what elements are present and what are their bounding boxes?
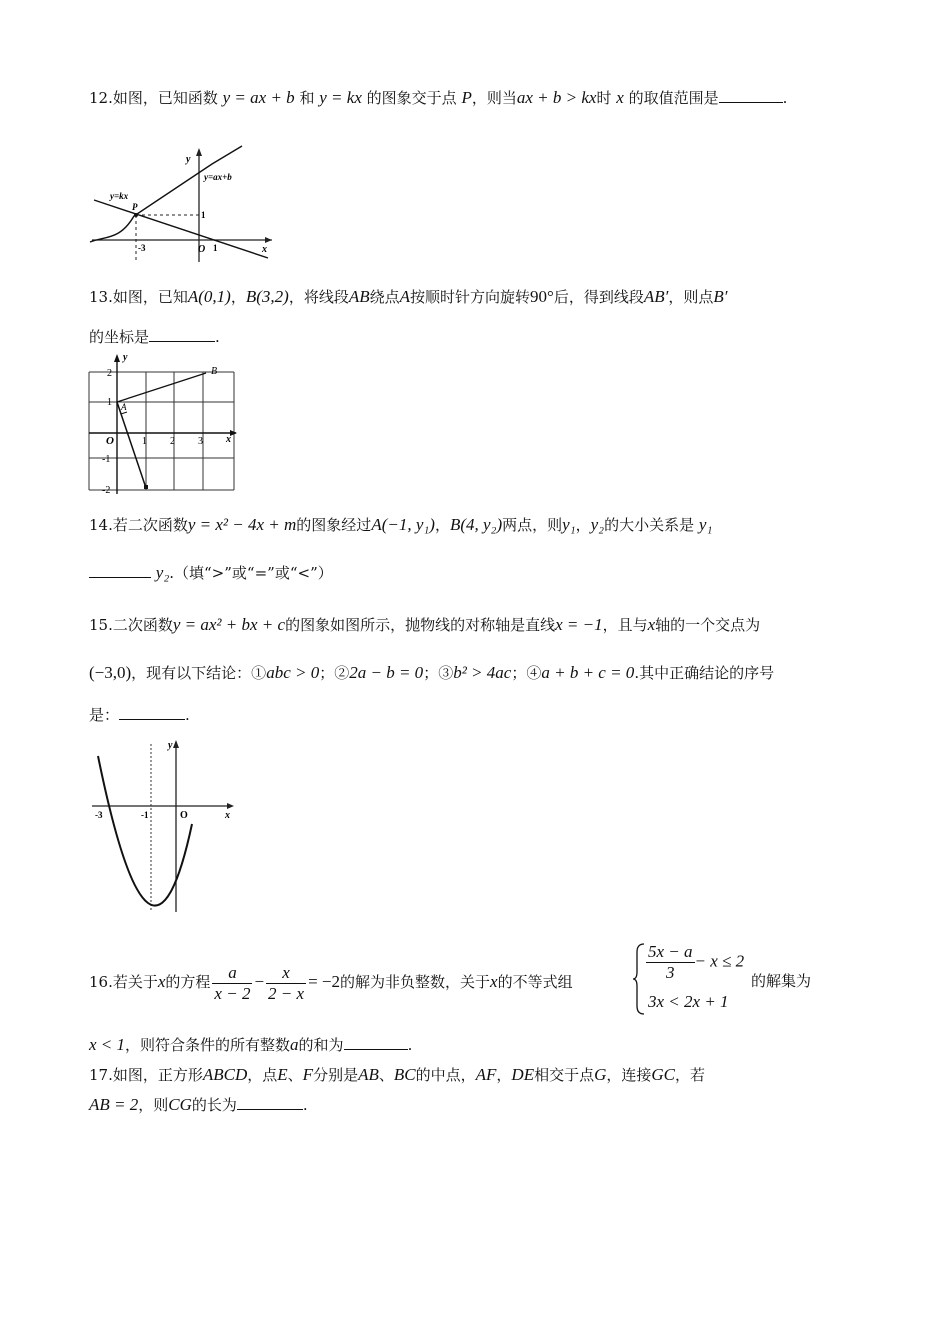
q13-figure: [86, 352, 238, 496]
q15-formula: y = ax² + bx + c: [172, 615, 286, 634]
q16-sys1-den: 3: [666, 963, 675, 982]
q17-condition: AB = 2: [89, 1095, 139, 1114]
q15-text-line3: [89, 704, 190, 726]
q15-mid2: ，且与: [602, 616, 648, 634]
q17-answer-blank: [237, 1095, 303, 1110]
q15-mid3: 轴的一个交点为: [655, 616, 761, 634]
q13-mid: ，将线段: [288, 288, 349, 306]
q15-conclusion-3: b² > 4ac: [453, 663, 512, 682]
q12-label-y: y: [186, 154, 191, 165]
q15-s3: ；④: [511, 664, 542, 682]
q13-y-arrow: [114, 354, 120, 362]
q17-mid6: ，若: [675, 1066, 706, 1084]
q17-mid3: 的中点，: [415, 1066, 476, 1084]
q16-fraction-b-num: x: [266, 963, 306, 984]
q17-prefix: 17.如图，正方形: [89, 1066, 203, 1084]
q15-point: (−3,0): [89, 663, 132, 682]
q15-mid5: .其中正确结论的序号: [634, 664, 775, 682]
q15-conclusion-1: abc > 0: [266, 663, 320, 682]
q13-tick-x1: 1: [142, 436, 147, 447]
q16-sys1-rest: − x ≤ 2: [694, 951, 745, 971]
q17-mid8: 的长为: [191, 1096, 237, 1114]
q13-segment-abp: AB′: [643, 287, 669, 306]
q15-y-arrow: [173, 740, 179, 748]
q13-segment-ab-line: [117, 373, 206, 402]
q12-label-neg3: -3: [138, 243, 146, 253]
q12-label-o: O: [198, 244, 206, 255]
q14-sep2: ，: [575, 516, 591, 534]
q17-text-line2: [89, 1094, 308, 1116]
q14-mid: 的图象经过: [296, 516, 372, 534]
q12-mid2: ，则当: [471, 89, 517, 107]
q14-y1: y₁: [562, 515, 576, 534]
q13-tick-2: 2: [107, 368, 112, 379]
q16-rhs: = −2: [308, 972, 341, 991]
q15-text-line2: [89, 662, 774, 684]
q13-label-y: y: [123, 352, 128, 363]
q12-label-x: x: [262, 244, 267, 255]
q12-inequality: ax + b > kx: [516, 88, 597, 107]
q13-line2: 的坐标是: [89, 328, 150, 346]
q12-figure: [86, 140, 282, 266]
q13-text: [89, 286, 727, 308]
q16-mid: 的方程: [165, 973, 211, 991]
q12-label-1x: 1: [213, 243, 218, 253]
q13-tick-neg2: -2: [102, 485, 111, 496]
q14-formula: y = x² − 4x + m: [187, 515, 297, 534]
q17-mid7: ，则: [138, 1096, 169, 1114]
q15-conclusion-4: a + b + c = 0: [541, 663, 635, 682]
q14-tail: .（填“>”或“=”或“<”）: [169, 564, 333, 582]
q15-label-y: y: [168, 740, 173, 751]
q16-fraction-b: [266, 963, 306, 1004]
q15-axis: x = −1: [555, 615, 603, 634]
q12-label-1y: 1: [201, 210, 206, 220]
q16-fraction-a-num: a: [212, 963, 252, 984]
q12-x: x: [616, 88, 624, 107]
q17-text: [89, 1064, 705, 1086]
q16-brace: [632, 942, 646, 1016]
q17-mid5: ，连接: [606, 1066, 652, 1084]
q12-end: .: [782, 89, 788, 107]
q16-mid4: 的解集为: [751, 972, 812, 990]
q12-prefix: 12.如图，已知函数: [89, 89, 218, 107]
q14-prefix: 14.若二次函数: [89, 516, 188, 534]
q14-point-b: B(4, y₂): [449, 515, 503, 534]
q13-label-b: B: [211, 366, 218, 377]
q15-label-neg1: -1: [141, 810, 149, 820]
q15-label-o: O: [180, 810, 188, 821]
q15-answer-blank: [119, 705, 185, 720]
q16-fraction-a: [212, 963, 252, 1004]
q17-mid4: 相交于点: [534, 1066, 595, 1084]
q15-line3: 是：: [89, 706, 120, 724]
q17-mid2: 分别是: [313, 1066, 359, 1084]
q14-answer-blank: [89, 563, 151, 578]
q17-mid: ，点: [247, 1066, 278, 1084]
q15-label-x: x: [225, 810, 230, 821]
q14-mid2: 两点，则: [502, 516, 563, 534]
q13-point-a2: A: [399, 287, 411, 306]
q14-point-a: A(−1, y₁): [371, 515, 435, 534]
q12-label-yaxb: y=ax+b: [204, 172, 232, 182]
q13-tick-x2: 2: [170, 436, 175, 447]
q16-a: a: [290, 1035, 299, 1054]
q17-point-g: G: [594, 1065, 607, 1084]
q12-formula-2: y = kx: [319, 88, 362, 107]
q17-square: ABCD: [202, 1065, 248, 1084]
q17-de: DE: [511, 1065, 535, 1084]
q15-x-arrow: [227, 803, 234, 809]
q15-parabola: [98, 756, 192, 906]
q16-x2: x: [490, 972, 498, 991]
q13-point-a: A(0,1): [187, 287, 231, 306]
q13-point-b: B(3,2): [245, 287, 289, 306]
q13-tick-1: 1: [107, 397, 112, 408]
q12-text: [89, 87, 787, 109]
q15-end: .: [185, 706, 190, 724]
q12-mid3: 时: [596, 89, 612, 107]
q13-point-bp: B′: [713, 287, 728, 306]
q13-text-line2: [89, 326, 220, 348]
q13-tick-neg1: -1: [102, 454, 111, 465]
q17-sep: ，: [496, 1066, 512, 1084]
q16-answer-blank: [344, 1035, 408, 1050]
q14-text-line2: [89, 562, 333, 584]
q16-fraction-b-den: 2 − x: [268, 983, 305, 1003]
q16-mid3: 的不等式组: [497, 973, 573, 991]
q15-figure: [88, 736, 238, 916]
q16-sys1-num: 5x − a: [648, 942, 693, 961]
q14-y2-compare: y₂: [155, 563, 170, 582]
q16-end: .: [407, 1036, 413, 1054]
q12-formula-1: y = ax + b: [222, 88, 295, 107]
q13-point-bp-dot: [144, 485, 148, 489]
q13-label-o: O: [106, 435, 114, 447]
q15-mid: 的图象如图所示，抛物线的对称轴是直线: [285, 616, 556, 634]
q16-minus: −: [254, 972, 265, 991]
q16-x: x: [157, 972, 166, 991]
q12-label-ykx: y=kx: [110, 191, 129, 201]
q16-text: [89, 960, 573, 1004]
q16-sys-line2: 3x < 2x + 1: [648, 992, 729, 1011]
q16-prefix: 16.若关于: [89, 973, 158, 991]
q13-answer-blank: [149, 327, 215, 342]
q13-mid2: 绕点: [369, 288, 400, 306]
q13-label-x: x: [226, 434, 231, 445]
q13-grid: [89, 372, 234, 490]
q12-x-arrow: [265, 237, 272, 243]
q15-s2: ；③: [423, 664, 454, 682]
q17-dun2: 、: [378, 1066, 394, 1084]
q13-mid3: 按顺时针方向旋转: [410, 288, 531, 306]
q16-mid2: 的解为非负整数，关于: [340, 973, 491, 991]
q17-gc: GC: [651, 1065, 676, 1084]
q17-point-f: F: [302, 1065, 314, 1084]
q14-sep: ，: [434, 516, 450, 534]
q16-fraction-a-den: x − 2: [214, 983, 251, 1003]
q17-point-e: E: [277, 1065, 288, 1084]
q12-y-arrow: [196, 148, 202, 156]
q13-sep: ，: [230, 288, 246, 306]
q17-end: .: [302, 1096, 308, 1114]
q15-mid4: ，现有以下结论：①: [131, 664, 267, 682]
q16-sys-line1: [646, 942, 744, 983]
q12-point-p: P: [461, 88, 472, 107]
q15-x: x: [647, 615, 656, 634]
q12-answer-blank: [719, 88, 783, 103]
q14-y2: y₂: [590, 515, 605, 534]
q15-s1: ；②: [319, 664, 350, 682]
q13-label-a: A: [121, 402, 127, 412]
q13-tick-x3: 3: [198, 436, 203, 447]
q12-label-p: P: [132, 202, 138, 212]
q14-text: [89, 514, 712, 536]
q17-af: AF: [475, 1065, 497, 1084]
q14-mid3: 的大小关系是: [604, 516, 695, 534]
q13-mid4: 后，得到线段: [553, 288, 644, 306]
q17-ab: AB: [358, 1065, 379, 1084]
q17-bc: BC: [393, 1065, 416, 1084]
q16-solution-set: x < 1: [89, 1035, 126, 1054]
q12-mid: 的图象交于点: [366, 89, 457, 107]
q16-line2c: 的和为: [298, 1036, 344, 1054]
q12-and: 和: [299, 89, 315, 107]
q13-end: .: [215, 328, 220, 346]
q13-degrees: 90°: [530, 287, 554, 306]
q13-prefix: 13.如图，已知: [89, 288, 188, 306]
q12-suffix: 的取值范围是: [628, 89, 719, 107]
q13-segment-ab: AB: [348, 287, 370, 306]
q16-solution-text: [751, 970, 811, 992]
q17-dun: 、: [287, 1066, 303, 1084]
q15-prefix: 15.二次函数: [89, 616, 173, 634]
q16-text-line2: [89, 1034, 412, 1056]
q12-line-kx: [94, 200, 268, 258]
q14-y1-compare: y₁: [698, 515, 713, 534]
q15-conclusion-2: 2a − b = 0: [349, 663, 424, 682]
q12-point-p-dot: [134, 213, 138, 217]
q15-text: [89, 614, 760, 636]
q13-mid5: ，则点: [668, 288, 714, 306]
q15-label-neg3: -3: [95, 810, 103, 820]
q17-cg: CG: [168, 1095, 192, 1114]
q16-line2b: ，则符合条件的所有整数: [125, 1036, 291, 1054]
